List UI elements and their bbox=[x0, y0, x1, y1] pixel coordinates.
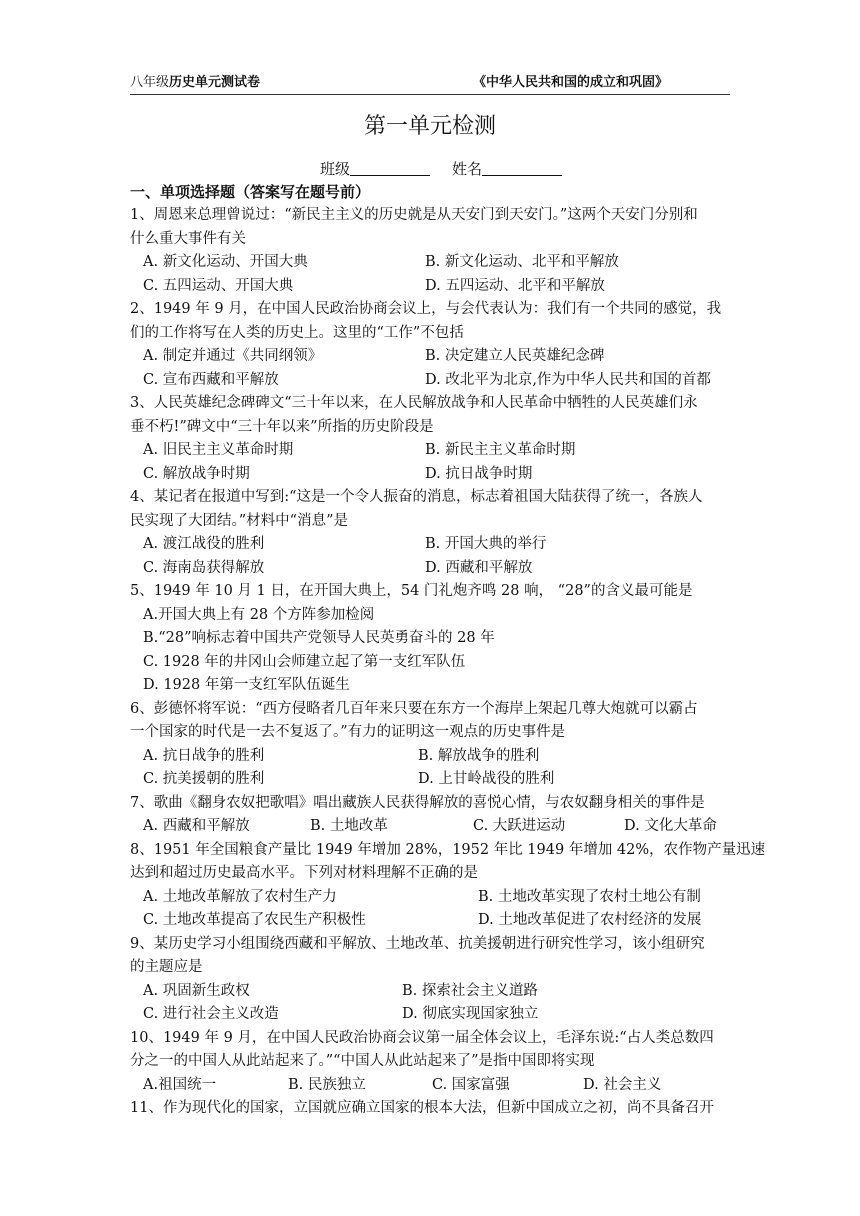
option-b[interactable]: B. 土地改革实现了农村土地公有制 bbox=[478, 888, 701, 905]
question-stem-line: 一个国家的时代是一去不复返了。”有力的证明这一观点的历史事件是 bbox=[130, 724, 566, 740]
question-stem-line: 们的工作将写在人类的历史上。这里的“工作”不包括 bbox=[130, 324, 464, 341]
header-grade: 八年级 bbox=[130, 75, 170, 90]
question-stem-line: 11、作为现代化的国家，立国就应确立国家的根本大法，但新中国成立之初，尚不具备召开 bbox=[130, 1100, 714, 1116]
option-b[interactable]: B. 决定建立人民英雄纪念碑 bbox=[425, 348, 605, 364]
question-stem-line: 民实现了大团结。”材料中“消息”是 bbox=[130, 512, 348, 529]
option-row bbox=[130, 345, 730, 369]
header-unit-title: 《中华人民共和国的成立和巩固》 bbox=[472, 75, 668, 90]
option-a[interactable]: A.祖国统一 bbox=[143, 1076, 217, 1093]
option-d[interactable]: D. 土地改革促进了农村经济的发展 bbox=[478, 912, 702, 928]
question-stem-line: 9、某历史学习小组围绕西藏和平解放、土地改革、抗美援朝进行研究性学习，该小组研究 bbox=[130, 935, 705, 952]
question-8 bbox=[130, 839, 766, 933]
option-b[interactable]: B. 探索社会主义道路 bbox=[402, 982, 538, 999]
class-blank[interactable] bbox=[350, 159, 430, 176]
option-row bbox=[130, 251, 730, 275]
option-c[interactable]: C. 抗美援朝的胜利 bbox=[143, 771, 265, 787]
section-title: 一、单项选择题（答案写在题号前） bbox=[130, 183, 371, 201]
option-a[interactable]: A. 巩固新生政权 bbox=[143, 982, 250, 999]
option-row bbox=[130, 275, 730, 299]
option-c[interactable]: C. 大跃进运动 bbox=[473, 818, 566, 834]
option-d[interactable]: D. 抗日战争时期 bbox=[425, 465, 533, 482]
option-a[interactable]: A.开国大典上有 28 个方阵参加检阅 bbox=[143, 606, 375, 623]
option-c[interactable]: C. 五四运动、开国大典 bbox=[143, 277, 294, 294]
option-row bbox=[130, 886, 730, 910]
option-row bbox=[130, 909, 730, 933]
option-row bbox=[130, 815, 730, 839]
option-b[interactable]: B.“28”响标志着中国共产党领导人民英勇奋斗的 28 年 bbox=[143, 630, 495, 646]
question-4 bbox=[130, 486, 730, 580]
question-stem-line: 1、周恩来总理曾说过：“新民主主义的历史就是从天安门到天安门。”这两个天安门分别和 bbox=[130, 207, 698, 223]
question-stem-line: 10、1949 年 9 月，在中国人民政治协商会议第一届全体会议上，毛泽东说:“占人类总数四 bbox=[130, 1029, 714, 1046]
question-stem-line: 5、1949 年 10 月 1 日，在开国大典上，54 门礼炮齐鸣 28 响， “28”的含义最可能是 bbox=[130, 583, 693, 599]
option-row bbox=[130, 745, 730, 769]
question-1 bbox=[130, 204, 730, 298]
option-row bbox=[130, 463, 730, 487]
option-c[interactable]: C. 解放战争时期 bbox=[143, 465, 250, 482]
question-stem-line: 7、歌曲《翻身农奴把歌唱》唱出藏族人民获得解放的喜悦心情，与农奴翻身相关的事件是 bbox=[130, 794, 705, 811]
option-c[interactable]: C. 宣布西藏和平解放 bbox=[143, 371, 279, 388]
option-row bbox=[130, 369, 730, 393]
class-name-line bbox=[320, 158, 562, 180]
option-row bbox=[130, 768, 730, 792]
question-10 bbox=[130, 1027, 730, 1098]
question-6 bbox=[130, 698, 730, 792]
option-a[interactable]: A. 新文化运动、开国大典 bbox=[143, 254, 308, 270]
option-b[interactable]: B. 解放战争的胜利 bbox=[418, 747, 540, 764]
option-row bbox=[130, 557, 730, 581]
option-b[interactable]: B. 新民主主义革命时期 bbox=[425, 442, 576, 458]
option-c[interactable]: C. 国家富强 bbox=[432, 1076, 510, 1093]
option-c[interactable]: C. 土地改革提高了农民生产积极性 bbox=[143, 912, 366, 928]
option-d[interactable]: D. 社会主义 bbox=[583, 1076, 662, 1093]
question-list bbox=[130, 204, 766, 1121]
option-d[interactable]: D. 1928 年第一支红军队伍诞生 bbox=[143, 677, 350, 693]
name-blank[interactable] bbox=[482, 159, 562, 176]
option-a[interactable]: A. 制定并通过《共同纲领》 bbox=[143, 348, 323, 364]
question-9 bbox=[130, 933, 730, 1027]
option-a[interactable]: A. 西藏和平解放 bbox=[143, 818, 250, 834]
option-d[interactable]: D. 西藏和平解放 bbox=[425, 559, 533, 576]
option-d[interactable]: D. 彻底实现国家独立 bbox=[402, 1006, 539, 1022]
question-stem-line: 6、彭德怀将军说：“西方侵略者几百年来只要在东方一个海岸上架起几尊大炮就可以霸占 bbox=[130, 700, 698, 717]
header-left bbox=[130, 74, 260, 92]
option-a[interactable]: A. 渡江战役的胜利 bbox=[143, 536, 265, 552]
question-5 bbox=[130, 580, 730, 698]
option-row bbox=[130, 1074, 730, 1098]
option-a[interactable]: A. 土地改革解放了农村生产力 bbox=[143, 888, 337, 905]
option-c[interactable]: C. 1928 年的井冈山会师建立起了第一支红军队伍 bbox=[143, 653, 466, 670]
option-row bbox=[130, 1003, 730, 1027]
option-b[interactable]: B. 土地改革 bbox=[310, 818, 388, 834]
question-2 bbox=[130, 298, 730, 392]
question-stem-line: 达到和超过历史最高水平。下列对材料理解不正确的是 bbox=[130, 865, 478, 881]
question-7 bbox=[130, 792, 730, 839]
option-b[interactable]: B. 开国大典的举行 bbox=[425, 536, 547, 552]
question-stem-line: 分之一的中国人从此站起来了。”“中国人从此站起来了”是指中国即将实现 bbox=[130, 1053, 595, 1069]
option-row bbox=[130, 439, 730, 463]
option-d[interactable]: D. 改北平为北京,作为中华人民共和国的首都 bbox=[425, 371, 711, 388]
question-stem-line: 2、1949 年 9 月，在中国人民政治协商会议上，与会代表认为：我们有一个共同的感觉，我 bbox=[130, 301, 722, 317]
option-a[interactable]: A. 旧民主主义革命时期 bbox=[143, 442, 294, 458]
option-b[interactable]: B. 民族独立 bbox=[288, 1076, 366, 1093]
question-3 bbox=[130, 392, 730, 486]
question-stem-line: 的主题应是 bbox=[130, 959, 203, 975]
question-stem-line: 垂不朽!”碑文中“三十年以来”所指的历史阶段是 bbox=[130, 418, 434, 435]
name-label: 姓名 bbox=[452, 160, 483, 178]
page-header bbox=[130, 74, 730, 95]
option-c[interactable]: C. 进行社会主义改造 bbox=[143, 1006, 279, 1022]
page-title: 第一单元检测 bbox=[363, 114, 496, 139]
question-11 bbox=[130, 1097, 730, 1121]
option-c[interactable]: C. 海南岛获得解放 bbox=[143, 559, 265, 576]
question-stem-line: 什么重大事件有关 bbox=[130, 230, 246, 247]
option-a[interactable]: A. 抗日战争的胜利 bbox=[143, 747, 265, 764]
question-stem-line: 4、某记者在报道中写到:“这是一个令人振奋的消息，标志着祖国大陆获得了统一，各族人 bbox=[130, 489, 703, 505]
option-row bbox=[130, 980, 730, 1004]
option-row bbox=[130, 533, 730, 557]
question-stem-line: 3、人民英雄纪念碑碑文“三十年以来，在人民解放战争和人民革命中牺牲的人民英雄们永 bbox=[130, 395, 698, 411]
option-d[interactable]: D. 上甘岭战役的胜利 bbox=[418, 771, 555, 787]
option-d[interactable]: D. 文化大革命 bbox=[624, 818, 717, 834]
option-b[interactable]: B. 新文化运动、北平和平解放 bbox=[425, 254, 619, 270]
header-subject: 历史单元测试卷 bbox=[169, 75, 261, 90]
class-label: 班级 bbox=[320, 160, 351, 178]
question-stem-line: 8、1951 年全国粮食产量比 1949 年增加 28%，1952 年比 1949 年增加 42%，农作物产量迅速 bbox=[130, 841, 766, 858]
option-d[interactable]: D. 五四运动、北平和平解放 bbox=[425, 277, 605, 294]
